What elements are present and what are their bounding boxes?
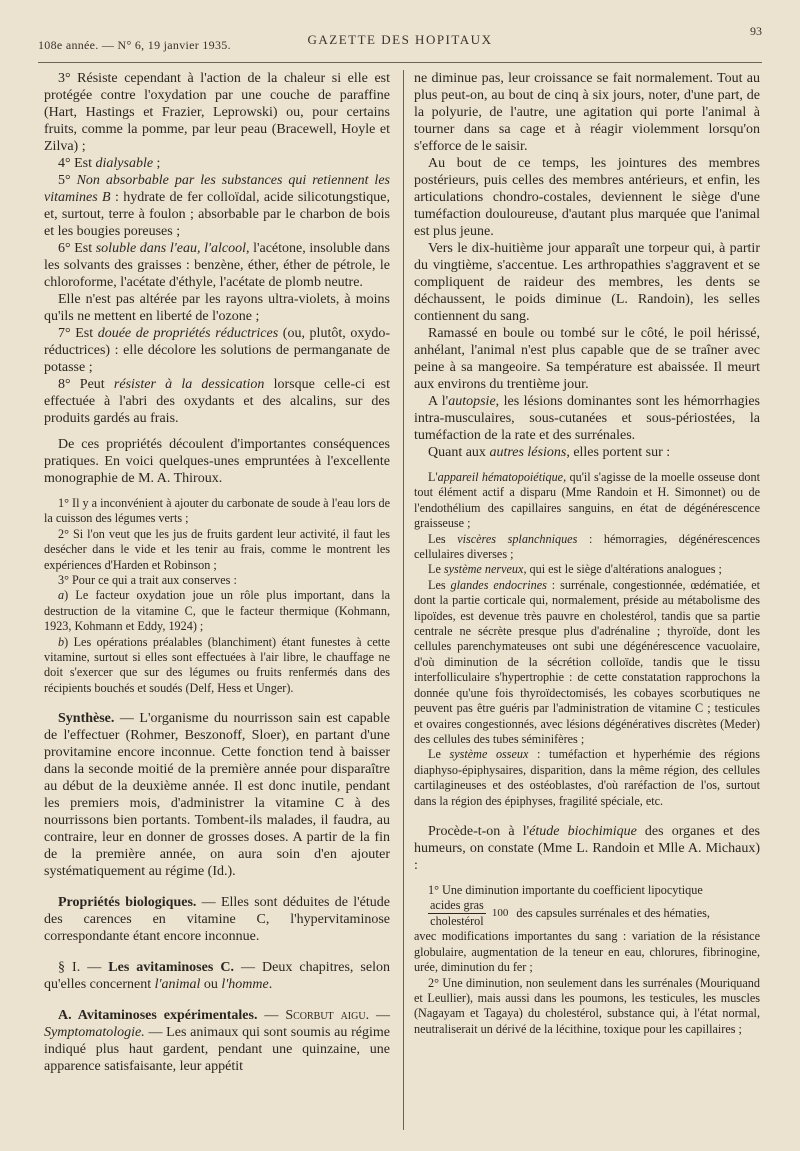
- growth-paragraph: ne diminue pas, leur croissance se fait normalement. Tout au plus peut-on, au bout de cinq à six jours, noter, d'une part, de la polyurie, de l'autre, une agitation qui porte l'animal à tourner dans sa cage et à réagir violemment lorsqu'on s'efforce de le saisir.: [414, 71, 760, 154]
- consequence-1: 1° Il y a inconvénient à ajouter du carbonate de soude à l'eau lors de la cuisson des légumes verts ;: [44, 496, 390, 526]
- page-number: 93: [750, 24, 762, 38]
- right-column: [414, 70, 760, 1037]
- property-3: 3° Résiste cependant à l'action de la chaleur si elle est protégée contre l'oxydation par une couche de paraffine (Hart, Hastings et Frazier, Leprowski) ou, pour certains fruits, comme la pomme, par leur peau (Bracewell, Hoyle et Zilva) ;: [44, 71, 390, 154]
- formula-denominator: cholestérol: [430, 914, 484, 929]
- ultraviolet-paragraph: Elle n'est pas altérée par les rayons ultra-violets, à moins qu'ils ne mettent en liberté de l'ozone ;: [44, 292, 390, 324]
- experimental-avitaminoses-paragraph: A. Avitaminoses expérimentales. — Scorbut aigu. — Symptomatologie. — Les animaux qui sont soumis au régime indiqué plus haut gardent, pendant une quinzaine, une apparence satisfaisante, leur appétit: [44, 1008, 391, 1075]
- biological-properties-paragraph: Propriétés biologiques. — Elles sont déduites de l'étude des carences en vitamine C, l'hypervitaminose correspondante étant encore inconnue.: [44, 895, 390, 945]
- journal-title: GAZETTE DES HOPITAUX: [307, 32, 493, 47]
- torpor-paragraph: Vers le dix-huitième jour apparaît une torpeur qui, à partir du vingtième, s'accentue. Les arthropathies s'aggravent et se compliquent de raideur des membres, les dents se déchaussent, le poids diminue (L. Randoin), les selles contiennent du sang.: [414, 241, 760, 324]
- property-4: 4° Est dialysable ;: [58, 156, 161, 171]
- section-1-heading: § I. — Les avitaminoses C. — Deux chapitres, selon qu'elles concernent l'animal ou l'homme.: [44, 960, 390, 993]
- consequence-3: 3° Pour ce qui a trait aux conserves :: [58, 573, 237, 588]
- finding-2: 2° Une diminution, non seulement dans les surrénales (Mouriquand et Leullier), mais aussi dans les poumons, les testicules, les muscles (Nagayam et Tagaya) du cholestérol, substance qui, à l'état normal, neutraliserait un dérivé de la lécithine, toxique pour les capillaires ;: [414, 975, 760, 1036]
- synthesis-heading: Synthèse.: [58, 711, 115, 727]
- finding-1-continued: avec modifications importantes du sang : variation de la résistance globulaire, augmentation de la teneur en eau, chlorures, fibrinogine, urée, diminution du fer ;: [414, 929, 760, 975]
- joints-paragraph: Au bout de ce temps, les jointures des membres postérieurs, puis celles des membres antérieurs, et enfin, les articulations chondro-costales, deviennent le siège d'une tuméfaction douloureuse, d'autant plus marquée que l'animal est plus jeune.: [414, 156, 760, 239]
- synthesis-paragraph: Synthèse. — L'organisme du nourrisson sain est capable de l'effectuer (Rohmer, Beszonoff, Sloer), en partant d'une provitamine encore inconnue. Cette fonction tend à baisser dans la seconde moitié de la première année pour disparaître au début de la deuxième année. Il est donc inutile, pendant les premiers mois, d'administrer la vitamine C à des nourrissons bien portants. Tombent-ils malades, il faudra, au contraire, leur en donner de grosses doses. A partir de la fin de la première année, on aura soin d'en ajouter systématiquement au régime (Id.).: [44, 711, 390, 880]
- biochemical-study-paragraph: Procède-t-on à l'étude biochimique des organes et des humeurs, on constate (Mme L. Randoin et Mlle A. Michaux) :: [414, 823, 760, 873]
- consequence-3a: a) Le facteur oxydation joue un rôle plus important, dans la destruction de la vitamine C, que le facteur thermique (Kohmann, 1923, Kohmann et Eddy, 1924) ;: [44, 588, 390, 634]
- nervous-lesions: Le système nerveux, qui est le siège d'altérations analogues ;: [428, 562, 722, 577]
- consequences-paragraph: De ces propriétés découlent d'importantes conséquences pratiques. En voici quelques-unes empruntées à l'excellente monographie de M. A. Thiroux.: [44, 437, 390, 486]
- column-divider: [403, 70, 404, 1130]
- formula-fraction: [428, 898, 486, 929]
- formula-multiplier: 100: [491, 907, 509, 920]
- property-8: 8° Peut résister à la dessication lorsque celle-ci est effectuée à l'abri des oxydants et des alcalins, sur des produits gardés au frais.: [44, 377, 390, 426]
- other-lesions-paragraph: Quant aux autres lésions, elles portent sur :: [428, 445, 671, 460]
- bone-lesions: Le système osseux : tuméfaction et hyperhémie des régions diaphyso-épiphysaires, disparition, dans la même région, des cellules cartilagineuses et des ostéoblastes, d'où raréfaction de l'os, surtout dans la région des épiphyses, fragilité spéciale, etc.: [414, 747, 760, 808]
- property-6: 6° Est soluble dans l'eau, l'alcool, l'acétone, insoluble dans les solvants des graisses : benzène, éther, éther de pétrole, le chloroforme, l'acétate d'éthyle, l'acétate de plomb neutre.: [44, 241, 390, 290]
- property-7: 7° Est douée de propriétés réductrices (ou, plutôt, oxydo-réductrices) : elle décolore les solutions de permanganate de potasse ;: [44, 326, 390, 375]
- experimental-avitaminoses-heading: A. Avitaminoses expérimentales.: [58, 1008, 258, 1024]
- lipocytic-coefficient-formula: [428, 898, 760, 929]
- consequence-3b: b) Les opérations préalables (blanchiment) étant funestes à cette vitamine, surtout si elles sont effectuées à l'air libre, le chauffage ne doit s'exercer que sur des légumes ou fruits renfermés dans des récipients bouchés et soudés (Delf, Hess et Unger).: [44, 634, 390, 695]
- formula-trailing-text: des capsules surrénales et des hématies,: [516, 906, 710, 921]
- property-5: 5° Non absorbable par les substances qui retiennent les vitamines B : hydrate de fer colloïdal, acide silicotungstique, et, surtout, terre à foulon ; absorbable par le charbon de bois et les bougies poreuses ;: [44, 173, 390, 239]
- formula-numerator: acides gras: [430, 898, 484, 913]
- autopsy-paragraph: A l'autopsie, les lésions dominantes sont les hémorrhagies intra-musculaires, sous-cutanées et sous-périostées, la tuméfaction de la rate et des surrénales.: [414, 394, 761, 443]
- left-column: [44, 70, 390, 1075]
- endocrine-lesions: Les glandes endocrines : surrénale, congestionnée, œdématiée, et dont la partie corticale qui, normalement, préside au métabolisme des lipoïdes, est devenue très pauvre en cholestérol, tandis que sa partie centrale ne sécrète presque plus d'adrénaline ; thyroïde, dont les cellules parenchymateuses ont subi une dégénérescence vacuolaire, d'où diminution de la sécrétion colloïde, tandis que le tissu interfolliculaire s'hypertrophie : de cette constatation rapprochons la donnée qu'une fois thyroïdectomisés, les cobayes scorbutiques ne peuvent pas être guéris par l'administration de vitamine C ; testicules et ovaires congestionnés, avec lésions dégénératives discrètes (Meder) des cellules des tubes séminifères ;: [414, 577, 760, 746]
- issue-line: 108e année. — N° 6, 19 janvier 1935.: [38, 38, 231, 52]
- header-rule: [38, 62, 762, 63]
- death-paragraph: Ramassé en boule ou tombé sur le côté, le poil hérissé, anhélant, l'animal n'est plus capable que de se traîner avec peine à sa mangeoire. Sa température est abaissée. Il meurt aux environs du trentième jour.: [414, 326, 760, 392]
- visceral-lesions: Les viscères splanchniques : hémorragies, dégénérescences cellulaires diverses ;: [414, 531, 760, 562]
- biological-properties-heading: Propriétés biologiques.: [58, 895, 197, 911]
- hematopoietic-lesions: L'appareil hématopoiétique, qu'il s'agisse de la moelle osseuse dont tout élément actif a disparu (Mme Randoin et H. Simonnet) ou de l'endothélium des capillaires sanguins, en état de dégénérescence graisseuse ;: [414, 470, 760, 531]
- page-header: [38, 24, 762, 54]
- consequence-2: 2° Si l'on veut que les jus de fruits gardent leur activité, il faut les desécher dans le vide et les tenir au frais, comme le montrent les expériences d'Harden et Robinson ;: [44, 526, 390, 572]
- finding-1: 1° Une diminution importante du coefficient lipocytique: [428, 882, 703, 897]
